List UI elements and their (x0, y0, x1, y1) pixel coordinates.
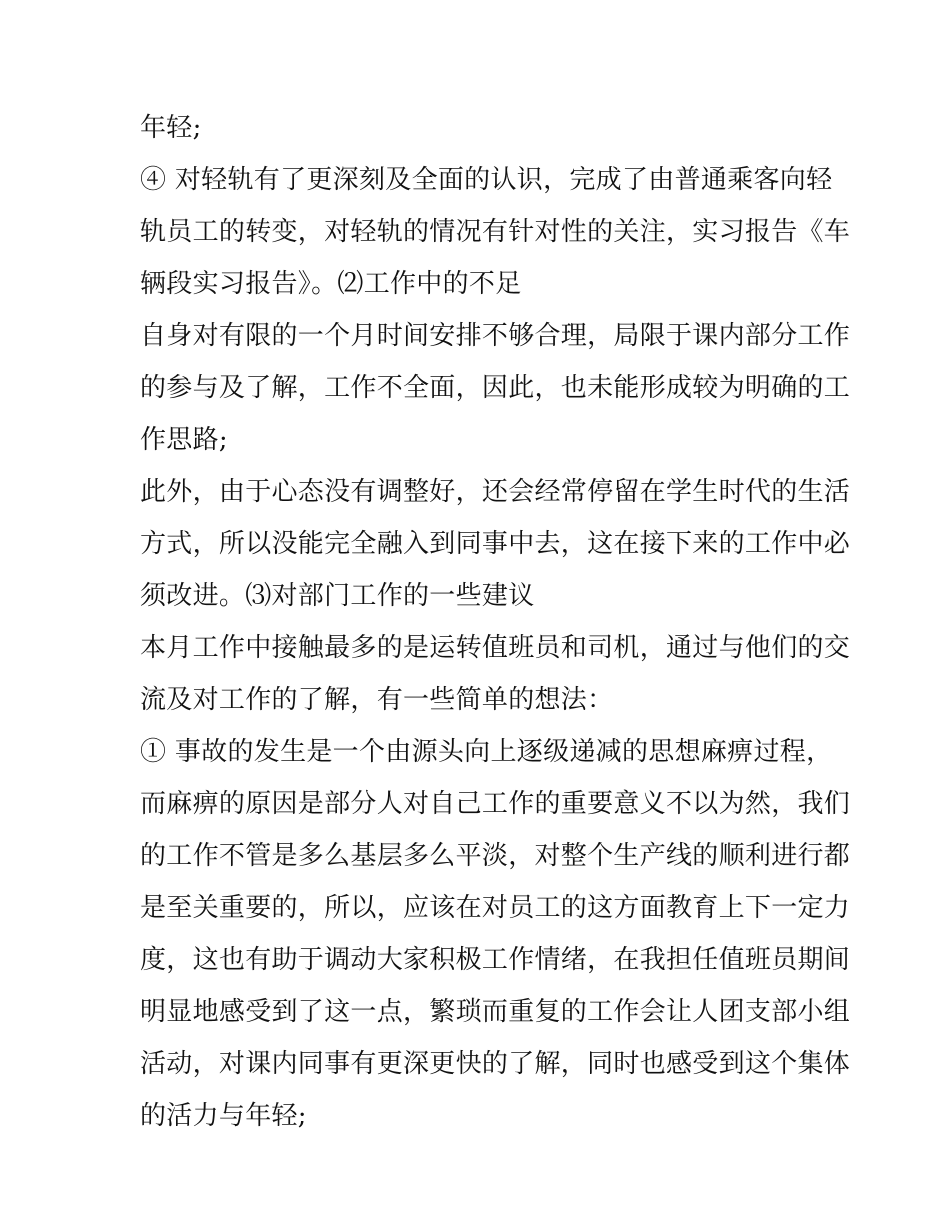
text-line: 的工作不管是多么基层多么平淡，对整个生产线的顺利进行都 (140, 841, 851, 871)
text-line: 是至关重要的，所以，应该在对员工的这方面教育上下一定力 (140, 893, 851, 923)
text-line: 轨员工的转变，对轻轨的情况有针对性的关注，实习报告《车 (140, 217, 851, 247)
body-text (140, 102, 851, 1142)
text-line: 辆段实习报告》。⑵工作中的不足 (140, 269, 522, 299)
text-line: 此外，由于心态没有调整好，还会经常停留在学生时代的生活 (140, 477, 851, 507)
text-line: 本月工作中接触最多的是运转值班员和司机，通过与他们的交 (140, 633, 851, 663)
text-line: 方式，所以没能完全融入到同事中去，这在接下来的工作中必 (140, 529, 851, 559)
text-line: 的活力与年轻; (140, 1101, 307, 1131)
text-line: 明显地感受到了这一点，繁琐而重复的工作会让人团支部小组 (140, 997, 851, 1027)
text-line: 度，这也有助于调动大家积极工作情绪，在我担任值班员期间 (140, 945, 851, 975)
text-line: ① 事故的发生是一个由源头向上逐级递减的思想麻痹过程， (140, 737, 833, 767)
text-line: 年轻; (140, 113, 202, 143)
text-line: 而麻痹的原因是部分人对自己工作的重要意义不以为然，我们 (140, 789, 851, 819)
text-line: 须改进。⑶对部门工作的一些建议 (140, 581, 535, 611)
text-line: 的参与及了解，工作不全面，因此，也未能形成较为明确的工 (140, 373, 851, 403)
text-line: 活动，对课内同事有更深更快的了解，同时也感受到这个集体 (140, 1049, 851, 1079)
text-line: ④ 对轻轨有了更深刻及全面的认识，完成了由普通乘客向轻 (140, 165, 833, 195)
text-line: 作思路; (140, 425, 228, 455)
text-line: 流及对工作的了解，有一些简单的想法： (140, 685, 614, 715)
text-line: 自身对有限的一个月时间安排不够合理，局限于课内部分工作 (140, 321, 851, 351)
